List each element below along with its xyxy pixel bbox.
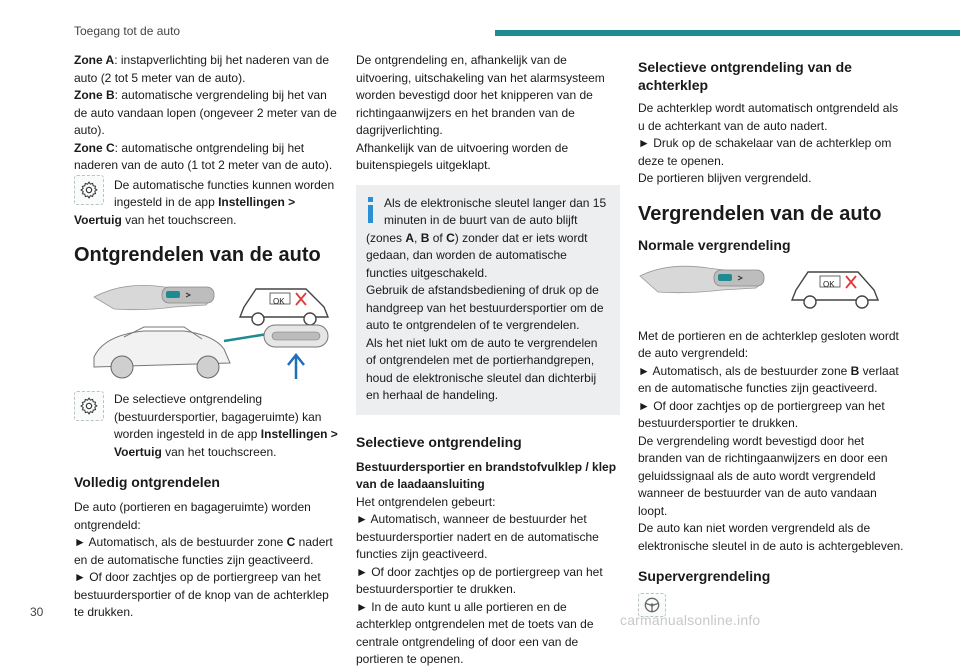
page-header-title: Toegang tot de auto (74, 24, 181, 38)
tailgate-unlock-heading: Selectieve ontgrendeling van de achterklep (638, 59, 852, 93)
column-2 (356, 52, 620, 669)
superlock-heading: Supervergrendeling (638, 568, 771, 584)
car-ok-icon (792, 272, 878, 308)
lock-p7: De vergrendeling wordt bevestigd door het branden van de richtingaanwijzers en door een geluidssignaal als de auto wordt vergrendeld wanneer de bestuurder van de auto vandaan loopt. (638, 433, 888, 518)
full-unlock-heading: Volledig ontgrendelen (74, 474, 220, 490)
tailgate-p1: De achterklep wordt automatisch ontgrendeld als u de achterkant van de auto nadert. (638, 101, 899, 133)
header-accent-bar (495, 30, 960, 36)
info-icon (366, 197, 376, 223)
tailgate-switch-icon (264, 325, 328, 379)
tailgate-p3: De portieren blijven vergrendeld. (638, 171, 812, 185)
hand-on-handle-icon (94, 285, 214, 309)
selective-p3: Het ontgrendelen gebeurt: (356, 494, 496, 509)
lock-p6: ► Of door zachtjes op de portiergreep van het bestuurdersportier te drukken. (638, 398, 885, 430)
page-number: 30 (30, 605, 44, 619)
full-unlock-p3: ► Of door zachtjes op de portiergreep van het bestuurdersportier of de knop van de achterklep te drukken. (74, 570, 329, 619)
unlock-illustration (74, 277, 342, 385)
lock-p8: De auto kan niet worden vergrendeld als de elektronische sleutel in de auto is achtergebleven. (638, 521, 904, 553)
mirrors-p: Afhankelijk van de uitvoering worden de buitenspiegels uitgeklapt. (356, 140, 569, 172)
ok-label: OK (273, 297, 285, 306)
settings-gear-icon (74, 391, 104, 421)
settings-note-1: De automatische functies kunnen worden ingesteld in de app Instellingen > (74, 175, 342, 212)
lock-p5: ► Automatisch, als de bestuurder zone B verlaat en de automatische functies zijn geactiveerd. (638, 363, 899, 395)
selective-p5: ► Of door zachtjes op de portiergreep van het bestuurdersportier te drukken. (356, 564, 603, 596)
zone-b-paragraph: Zone B: automatische vergrendeling bij het van de auto vandaan lopen (ongeveer 2 meter van de auto). (74, 88, 337, 137)
column-1: Zone A: instapverlichting bij het naderen van de auto (2 tot 5 meter van de auto). Zone B: automatische vergrendeling bij het van de auto vandaan lopen (ongeveer 2 meter van de auto). Zone C: automatische ontgrendeling bij het naderen van de auto (1 tot 2 meter van de auto). De automatische functies kunnen worden ingesteld in de app Instellingen > Voertuig van het touchscreen. Ontgrendelen van de auto OK De selectieve ontgrendeling (bestuurdersportier, bagageruimte) kan worden ingesteld in de app Instellingen > Voertuig van het touchscreen. Volledig ontgrendelen De auto (portieren en bagageruimte) worden ontgrendeld: ► Automatisch, als de bestuurder zone C nadert en de automatische functies zijn geactiveerd. ► Of door zachtjes op de portiergreep van het bestuurdersportier of de knop van de achterklep te drukken. (74, 52, 342, 622)
unlock-confirm-p: De ontgrendeling en, afhankelijk van de uitvoering, uitschakeling van het alarmsysteem worden bevestigd door het knipperen van de richtingaanwijzers en het branden van de dagrijverlichting. (356, 53, 605, 137)
selective-unlock-heading: Selectieve ontgrendeling (356, 433, 522, 450)
column-3 (638, 52, 904, 617)
lock-heading: Vergrendelen van de auto (638, 202, 882, 225)
selective-unlock-sub: Bestuurdersportier en brandstofvulklep / klep van de laadaansluiting (356, 459, 617, 491)
ok-label: OK (823, 279, 835, 289)
full-unlock-p2: ► Automatisch, als de bestuurder zone C nadert en de automatische functies zijn geactiveerd. (74, 535, 333, 567)
zone-c-paragraph: Zone C: automatische ontgrendeling bij het naderen van de auto (1 tot 2 meter van de auto). (74, 140, 333, 172)
watermark: carmanualsonline.info (620, 612, 761, 628)
selective-p4: ► Automatisch, wanneer de bestuurder het bestuurdersportier nadert en de automatische functies zijn geactiveerd. (356, 512, 599, 561)
full-unlock-p1: De auto (portieren en bagageruimte) worden ontgrendeld: (74, 500, 311, 532)
normal-lock-heading: Normale vergrendeling (638, 236, 791, 253)
tailgate-p2: ► Druk op de schakelaar van de achterklep om deze te openen. (638, 136, 892, 168)
unlock-heading: Ontgrendelen van de auto (74, 244, 321, 266)
lock-p4: Met de portieren en de achterklep gesloten wordt de auto vergrendeld: (638, 328, 899, 360)
settings-gear-icon (74, 175, 104, 205)
lock-illustration (638, 262, 904, 318)
hand-on-handle-icon (640, 266, 764, 292)
settings-note-2: De selectieve ontgrendeling (bestuurdersportier, bagageruimte) kan worden ingesteld in de app Instellingen > Voertuig van het touchscreen. (74, 391, 342, 461)
selective-p6: ► In de auto kunt u alle portieren en de achterklep ontgrendelen met de toets van de centrale ontgrendeling of door een van de portieren te openen. (356, 599, 594, 666)
car-three-quarter-icon (94, 327, 274, 378)
info-box: Als de elektronische sleutel langer dan 15 minuten in de buurt van de auto blijft (zones A, B of C) zonder dat er iets wordt gedaan, dan worden de automatische functies uitgeschakeld. Gebruik de afstandsbediening of druk op de handgreep van het bestuurdersportier om de auto te ontgrendelen of te vergrendelen. Als het niet lukt om de auto te vergrendelen of ontgrendelen met de portierhandgrepen, houd de elektronische sleutel dan dichterbij en herhaal de handeling. (356, 185, 620, 415)
zone-a-paragraph: Zone A: instapverlichting bij het naderen van de auto (2 tot 5 meter van de auto). (74, 53, 330, 85)
